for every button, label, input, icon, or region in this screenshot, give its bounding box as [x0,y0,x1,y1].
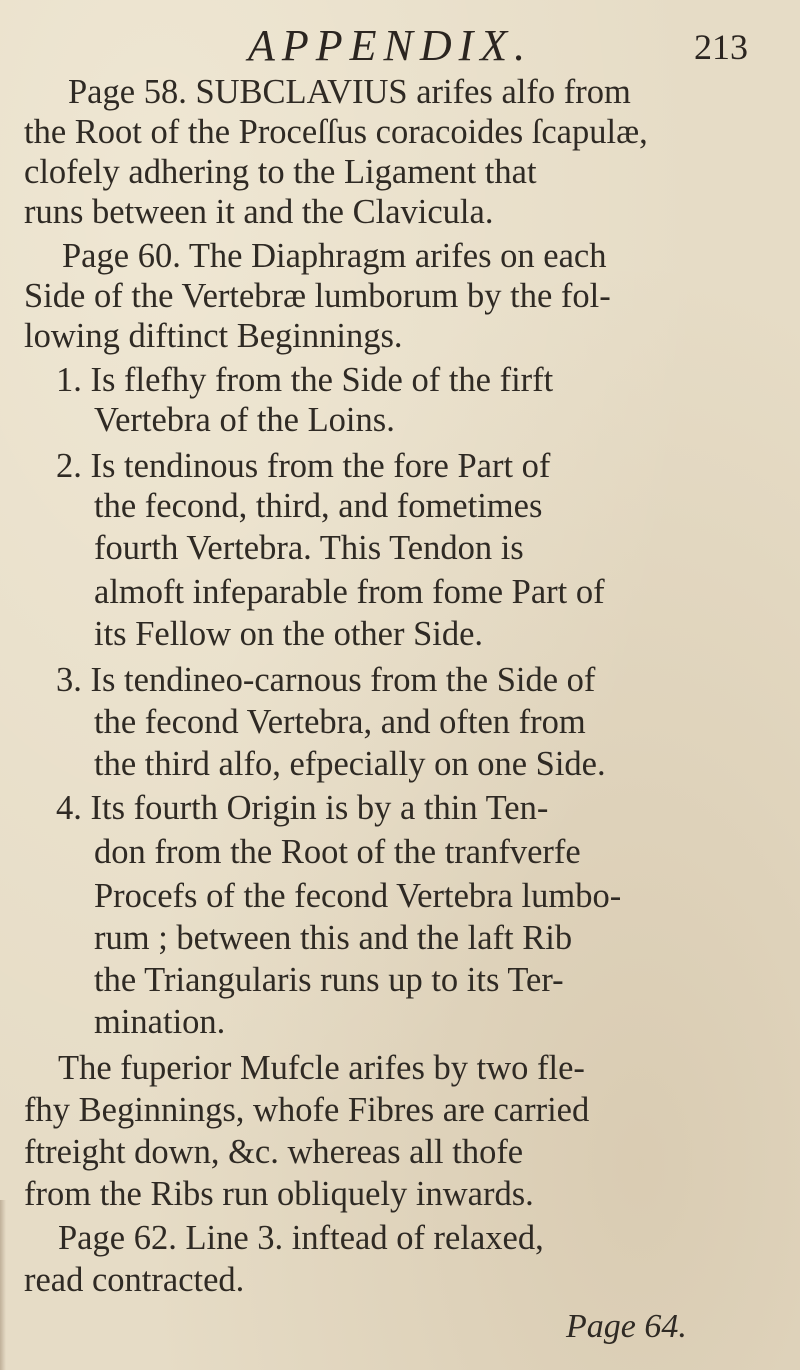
text-line: fourth Vertebra. This Tendon is [94,529,524,567]
text-line: The fuperior Mufcle arifes by two fle- [58,1049,585,1087]
text-line: the Root of the Proceſſus coracoides ſcapulæ, [24,113,648,151]
text-line: fhy Beginnings, whofe Fibres are carried [24,1091,590,1129]
text-line: the third alfo, efpecially on one Side. [94,745,606,783]
text-line: Page 60. The Diaphragm arifes on each [62,237,607,275]
text-line: 4. Its fourth Origin is by a thin Ten- [56,789,549,827]
text-line: clofely adhering to the Ligament that [24,153,537,191]
text-line: Page 62. Line 3. inftead of relaxed, [58,1219,544,1257]
text-line: rum ; between this and the laft Rib [94,919,573,957]
text-line: Page 58. SUBCLAVIUS arifes alfo from [68,73,631,111]
text-line: 1. Is flefhy from the Side of the firft [56,361,554,399]
text-line: the fecond, third, and fometimes [94,487,543,525]
page-number: 213 [694,27,748,67]
text-line: Procefs of the fecond Vertebra lumbo- [94,877,622,915]
text-line: don from the Root of the tranfverfe [94,833,581,871]
text-line: Vertebra of the Loins. [94,401,395,439]
text-line: runs between it and the Clavicula. [24,193,494,231]
text-line: read contracted. [24,1261,245,1299]
text-line: the Triangularis runs up to its Ter- [94,961,564,999]
text-line: Side of the Vertebræ lumborum by the fol- [24,277,611,315]
text-line: lowing diftinct Beginnings. [24,317,403,355]
text-line: 2. Is tendinous from the fore Part of [56,447,551,485]
text-line: from the Ribs run obliquely inwards. [24,1175,534,1213]
text-line: almoft infeparable from fome Part of [94,573,605,611]
text-line: ftreight down, &c. whereas all thofe [24,1133,524,1171]
page-edge-shadow [0,1200,6,1370]
page-header [0,8,800,68]
text-line: 3. Is tendineo-carnous from the Side of [56,661,596,699]
text-line: the fecond Vertebra, and often from [94,703,586,741]
running-title: APPENDIX. [248,21,533,70]
text-line: its Fellow on the other Side. [94,615,484,653]
catchword: Page 64. [566,1308,687,1345]
text-line: mination. [94,1003,226,1041]
